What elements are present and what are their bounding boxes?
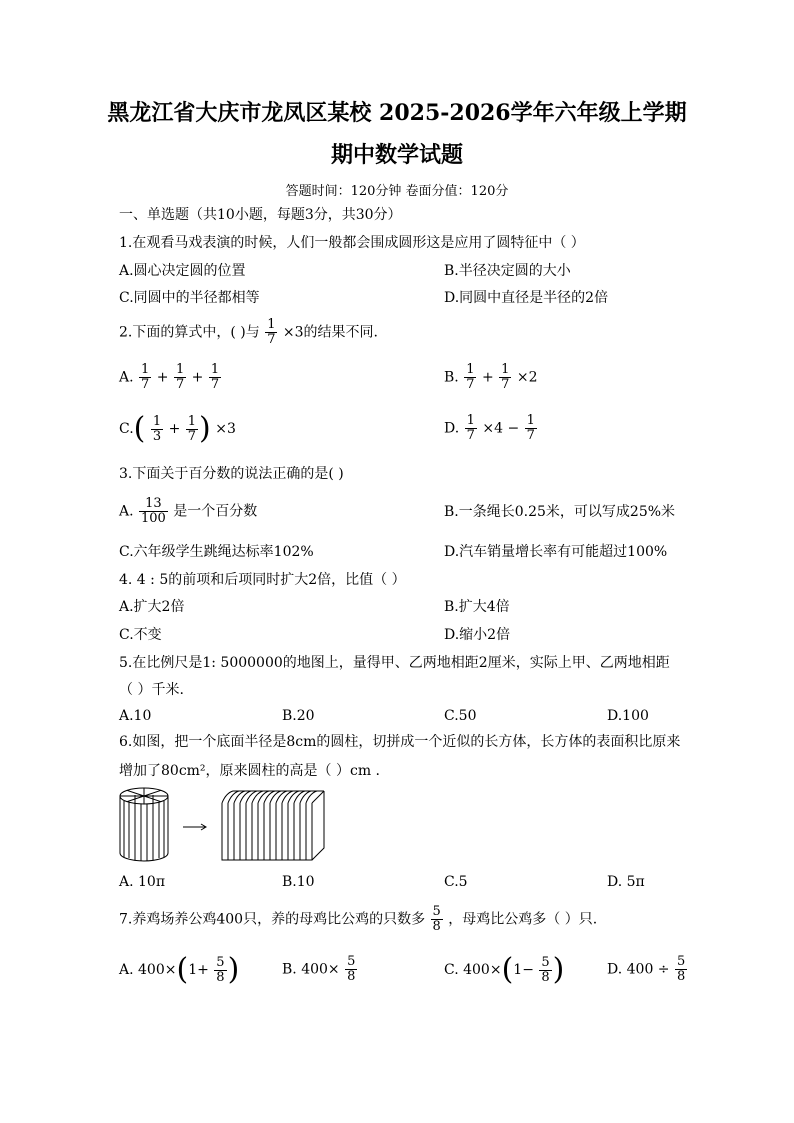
q1-option-b: B.半径决定圆的大小 <box>444 263 571 279</box>
q5-option-c: C.50 <box>444 708 477 724</box>
q5-option-b: B.20 <box>282 708 315 724</box>
cuboid-slices <box>228 791 317 860</box>
q2-option-d: D. $\frac{1}{7}$ ×4 − $\frac{1}{7}$ <box>444 413 535 443</box>
question-7-stem: 7.养鸡场养公鸡400只，养的母鸡比公鸡的只数多 $\frac{5}{8}$ ，母鸡比公鸡多（ ）只. <box>119 904 598 934</box>
q1-option-c: C.同圆中的半径都相等 <box>119 290 260 306</box>
question-6-stem: 6.如图，把一个底面半径是8cm的圆柱，切拼成一个近似的长方体，长方体的表面积比原来 <box>119 734 681 750</box>
page-title: 黑龙江省大庆市龙凤区某校 2025-2026学年六年级上学期 <box>107 100 687 126</box>
cuboid-front <box>222 803 312 860</box>
q2-stem-pre: 2.下面的算式中，( )与 <box>119 324 260 341</box>
q3-option-c: C.六年级学生跳绳达标率102% <box>119 544 314 560</box>
q4-option-c: C.不变 <box>119 627 162 643</box>
q2-option-b: B. $\frac{1}{7}$ + $\frac{1}{7}$ ×2 <box>444 362 538 392</box>
q6-option-d: D. 5π <box>607 874 645 890</box>
q4-option-d: D.缩小2倍 <box>444 627 511 643</box>
q1-option-a: A.圆心决定圆的位置 <box>119 263 246 279</box>
q3-option-d: D.汽车销量增长率有可能超过100% <box>444 544 668 560</box>
cylinder-to-cuboid-figure <box>117 785 337 865</box>
cylinder-sectors <box>120 788 168 804</box>
q6-option-b: B.10 <box>282 874 315 890</box>
q7-option-c: C. 400×(1− $\frac{5}{8}$ ) <box>444 952 565 987</box>
q7-option-d: D. 400 ÷ $\frac{5}{8}$ <box>607 954 686 984</box>
q1-option-d: D.同圆中直径是半径的2倍 <box>444 290 609 306</box>
q2-option-a: A. $\frac{1}{7}$ + $\frac{1}{7}$ + $\frac{1}{7}$ <box>119 362 220 392</box>
q6-option-a: A. 10π <box>119 874 166 890</box>
question-6-stem-cont: 增加了80cm²，原来圆柱的高是（ ）cm . <box>119 763 381 779</box>
q5-option-a: A.10 <box>119 708 152 724</box>
question-5-stem: 5.在比例尺是1: 5000000的地图上，量得甲、乙两地相距2厘米，实际上甲、乙两地相距 <box>119 655 670 671</box>
q6-option-c: C.5 <box>444 874 468 890</box>
q3-option-a: A. $\frac{13}{100}$ 是一个百分数 <box>119 496 258 526</box>
q2-stem-post: ×3的结果不同. <box>282 324 379 341</box>
question-1-stem: 1.在观看马戏表演的时候，人们一般都会围成圆形这是应用了圆特征中（ ） <box>119 235 585 251</box>
question-4-stem: 4. 4 : 5的前项和后项同时扩大2倍，比值（ ） <box>119 572 406 588</box>
question-5-stem-cont: （ ）千米. <box>119 682 184 698</box>
q4-option-a: A.扩大2倍 <box>119 599 185 615</box>
q7-option-a: A. 400×(1+ $\frac{5}{8}$ ) <box>119 952 240 987</box>
question-2-stem <box>119 318 378 347</box>
page-subtitle: 期中数学试题 <box>330 142 463 168</box>
q5-option-d: D.100 <box>607 708 649 724</box>
q4-option-b: B.扩大4倍 <box>444 599 510 615</box>
exam-info: 答题时间：120分钟 卷面分值：120分 <box>285 184 509 199</box>
section-heading: 一、单选题（共10小题，每题3分，共30分） <box>119 207 402 223</box>
q2-option-c: C.( $\frac{1}{3}$ + $\frac{1}{7}$ ) ×3 <box>119 411 236 446</box>
q7-option-b: B. 400× $\frac{5}{8}$ <box>282 954 356 984</box>
q3-option-b: B.一条绳长0.25米，可以写成25%米 <box>444 504 676 520</box>
question-3-stem: 3.下面关于百分数的说法正确的是( ) <box>119 466 344 482</box>
fraction: $\frac{1}{7}$ <box>267 317 276 347</box>
